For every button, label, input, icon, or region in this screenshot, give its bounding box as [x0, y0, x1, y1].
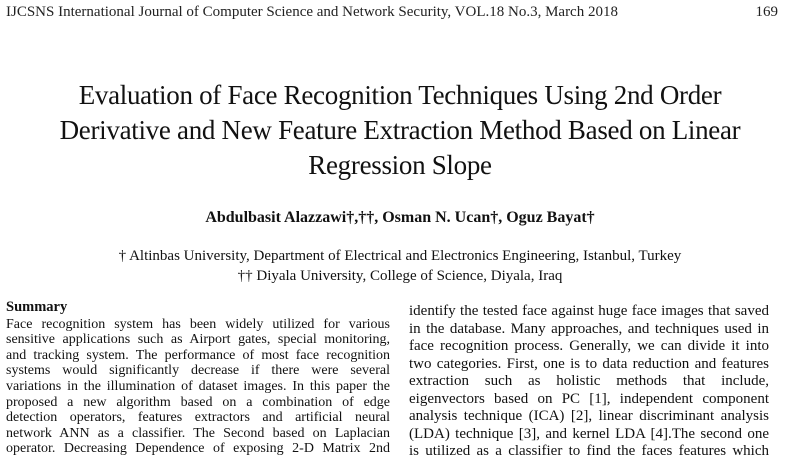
summary-line: Face recognition system has been widely utilized for various — [6, 316, 390, 332]
summary-line: operator. Decreasing Dependence of exposing 2-D Matrix 2nd — [6, 441, 390, 457]
left-column — [6, 300, 390, 457]
body-line: two categories. First, one is to data reduction and features — [409, 355, 769, 372]
journal-citation: IJCSNS International Journal of Computer Science and Network Security, VOL.18 No.3, March 2018 — [6, 4, 618, 20]
summary-line: variations in the illumination of dataset images. In this paper the — [6, 378, 390, 394]
body-line: eigenvectors based on PC [1], independent component — [409, 390, 769, 407]
summary-line: sensitive applications such as Airport gates, special monitoring, — [6, 332, 390, 348]
affiliation-line: † Altinbas University, Department of Electrical and Electronics Engineering, Istanbul, Turkey — [118, 248, 682, 264]
summary-line: systems would significantly decrease if there were several — [6, 363, 390, 379]
summary-line: detection operators, features extractors and artificial neural — [6, 410, 390, 426]
body-line: is utilized as a classifier to find the faces features which — [409, 443, 769, 459]
title-line: Derivative and New Feature Extraction Method Based on Linear — [59, 115, 741, 145]
body-line: analysis technique (ICA) [2], linear discriminant analysis — [409, 408, 769, 424]
author-list: Abdulbasit Alazzawi†,††, Osman N. Ucan†, Oguz Bayat† — [205, 209, 595, 226]
affiliations — [0, 246, 800, 286]
summary-heading: Summary — [6, 299, 68, 315]
body-line: extraction such as holistic methods that include, — [409, 373, 769, 389]
running-header — [6, 4, 778, 24]
body-line: identify the tested face against huge face images that saved — [409, 303, 769, 319]
right-column — [409, 303, 769, 461]
body-line: (LDA) technique [3], and kernel LDA [4].The second one — [409, 425, 769, 442]
summary-line: network ANN as a classifier. The Second based on Laplacian — [6, 425, 390, 441]
title-line: Regression Slope — [308, 150, 492, 180]
title-line: Evaluation of Face Recognition Techniques Using 2nd Order — [78, 80, 722, 110]
body-line: face recognition process. Generally, we can divide it into — [409, 338, 769, 354]
affiliation-line: †† Diyala University, College of Science, Diyala, Iraq — [237, 268, 563, 284]
body-line: in the database. Many approaches, and techniques used in — [409, 320, 769, 337]
summary-line: and tracking system. The performance of most face recognition — [6, 347, 390, 363]
summary-line: proposed a new algorithm based on a combination of edge — [6, 394, 390, 410]
paper-title — [20, 78, 780, 183]
page-number: 169 — [755, 4, 778, 20]
